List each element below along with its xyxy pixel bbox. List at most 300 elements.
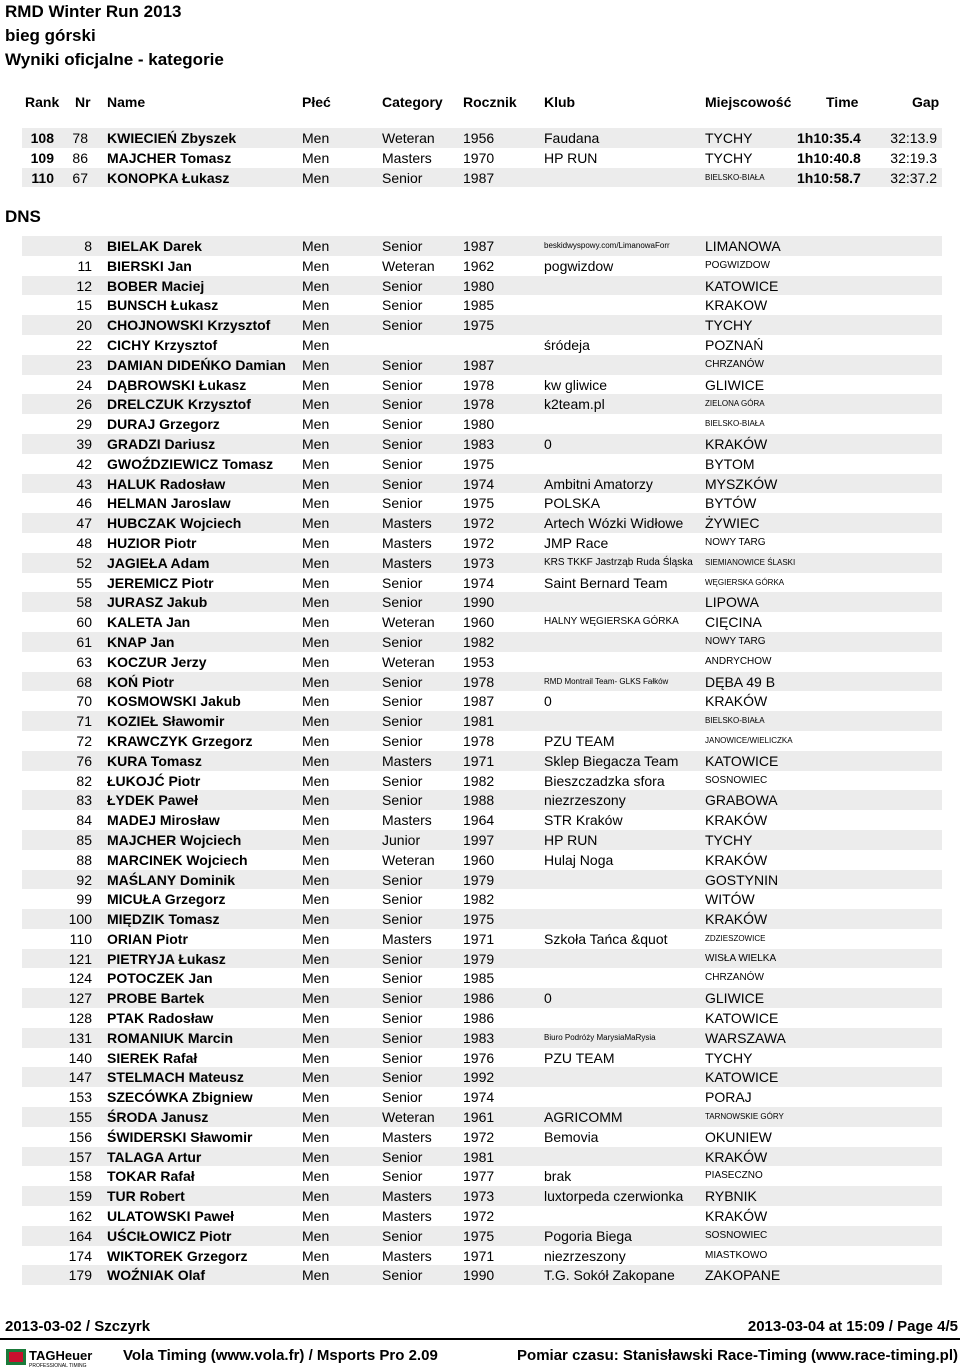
bib-cell: 174 bbox=[68, 1247, 92, 1264]
table-row bbox=[22, 454, 942, 474]
sex-cell: Men bbox=[302, 713, 330, 730]
name-cell: PROBE Bartek bbox=[107, 990, 205, 1007]
name-cell: UŚCIŁOWICZ Piotr bbox=[107, 1227, 232, 1244]
name-cell: KOSMOWSKI Jakub bbox=[107, 693, 241, 710]
footer-credits bbox=[0, 1347, 960, 1369]
city-cell: KATOWICE bbox=[705, 277, 779, 294]
sex-cell: Men bbox=[302, 792, 330, 809]
category-cell: Masters bbox=[382, 930, 432, 947]
sex-cell: Men bbox=[302, 356, 330, 373]
sex-cell: Men bbox=[302, 455, 330, 472]
bib-cell: 164 bbox=[68, 1227, 92, 1244]
club-cell: Saint Bernard Team bbox=[544, 574, 668, 591]
name-cell: KRAWCZYK Grzegorz bbox=[107, 732, 253, 749]
table-row bbox=[22, 315, 942, 335]
sex-cell: Men bbox=[302, 930, 330, 947]
gap-cell: 32:19.3 bbox=[890, 149, 937, 166]
name-cell: KNAP Jan bbox=[107, 633, 175, 650]
city-cell: CHRZANÓW bbox=[705, 972, 764, 984]
bib-cell: 162 bbox=[68, 1208, 92, 1225]
sex-cell: Men bbox=[302, 990, 330, 1007]
category-cell: Weteran bbox=[382, 257, 435, 274]
category-cell: Senior bbox=[382, 238, 423, 254]
sex-cell: Men bbox=[302, 891, 330, 908]
club-cell: Sklep Biegacza Team bbox=[544, 752, 679, 769]
category-cell: Senior bbox=[382, 277, 423, 294]
name-cell: ROMANIUK Marcin bbox=[107, 1029, 234, 1046]
name-cell: KOCZUR Jerzy bbox=[107, 653, 207, 670]
table-row bbox=[22, 909, 942, 929]
sex-cell: Men bbox=[302, 812, 330, 829]
category-cell: Senior bbox=[382, 950, 423, 967]
year-cell: 1974 bbox=[463, 475, 495, 492]
club-cell: Pogoria Biega bbox=[544, 1227, 632, 1244]
table-row bbox=[22, 870, 942, 890]
table-row bbox=[22, 1206, 942, 1226]
bib-cell: 20 bbox=[76, 317, 92, 334]
bib-cell: 39 bbox=[76, 435, 92, 452]
sex-cell: Men bbox=[302, 435, 330, 452]
city-cell: TYCHY bbox=[705, 831, 753, 848]
category-cell: Senior bbox=[382, 772, 423, 789]
bib-cell: 15 bbox=[76, 297, 92, 314]
bib-cell: 78 bbox=[72, 130, 88, 146]
col-category: Category bbox=[382, 94, 443, 110]
table-row bbox=[22, 672, 942, 692]
year-cell: 1985 bbox=[463, 970, 495, 987]
sex-cell: Men bbox=[302, 653, 330, 670]
category-cell: Senior bbox=[382, 297, 423, 314]
city-cell: LIPOWA bbox=[705, 594, 759, 611]
category-cell: Senior bbox=[382, 970, 423, 987]
bib-cell: 26 bbox=[76, 396, 92, 413]
sex-cell: Men bbox=[302, 130, 330, 146]
year-cell: 1987 bbox=[463, 693, 495, 710]
year-cell: 1972 bbox=[463, 1128, 495, 1145]
timing-credit: Pomiar czasu: Stanisławski Race-Timing (www.race-timing.pl) bbox=[517, 1347, 958, 1364]
table-row bbox=[22, 493, 942, 513]
table-row bbox=[22, 790, 942, 810]
bib-cell: 147 bbox=[68, 1069, 92, 1086]
bib-cell: 60 bbox=[76, 614, 92, 631]
sex-cell: Men bbox=[302, 1109, 330, 1126]
bib-cell: 67 bbox=[72, 169, 88, 186]
city-cell: KATOWICE bbox=[705, 1010, 779, 1027]
year-cell: 1976 bbox=[463, 1049, 495, 1066]
year-cell: 1988 bbox=[463, 792, 495, 809]
column-header-row bbox=[0, 94, 960, 114]
name-cell: MAJCHER Tomasz bbox=[107, 149, 232, 166]
table-row bbox=[22, 810, 942, 830]
name-cell: DURAJ Grzegorz bbox=[107, 416, 220, 433]
category-cell: Senior bbox=[382, 416, 423, 433]
sex-cell: Men bbox=[302, 1128, 330, 1145]
sex-cell: Men bbox=[302, 495, 330, 512]
name-cell: MICUŁA Grzegorz bbox=[107, 891, 226, 908]
col-time: Time bbox=[826, 94, 859, 110]
city-cell: CHRZANÓW bbox=[705, 358, 764, 370]
category-cell: Senior bbox=[382, 356, 423, 373]
club-cell: PZU TEAM bbox=[544, 732, 615, 749]
city-cell: TYCHY bbox=[705, 1049, 753, 1066]
name-cell: ŁUKOJĆ Piotr bbox=[107, 772, 201, 789]
bib-cell: 158 bbox=[68, 1168, 92, 1185]
city-cell: TYCHY bbox=[705, 317, 753, 334]
year-cell: 1973 bbox=[463, 554, 495, 571]
category-cell: Senior bbox=[382, 1227, 423, 1244]
name-cell: DAMIAN DIDEŃKO Damian bbox=[107, 356, 286, 373]
name-cell: STELMACH Mateusz bbox=[107, 1069, 244, 1086]
finishers-table bbox=[22, 128, 942, 187]
city-cell: ZIELONA GÓRA bbox=[705, 399, 765, 409]
sex-cell: Men bbox=[302, 238, 330, 254]
event-title: RMD Winter Run 2013 bbox=[5, 2, 182, 21]
name-cell: JAGIEŁA Adam bbox=[107, 554, 210, 571]
year-cell: 1972 bbox=[463, 534, 495, 551]
year-cell: 1992 bbox=[463, 1069, 495, 1086]
city-cell: KRAKÓW bbox=[705, 812, 768, 829]
bib-cell: 46 bbox=[76, 495, 92, 512]
year-cell: 1975 bbox=[463, 1227, 495, 1244]
category-cell: Senior bbox=[382, 1267, 423, 1284]
name-cell: SZECÓWKA Zbigniew bbox=[107, 1089, 253, 1106]
category-cell: Junior bbox=[382, 831, 421, 848]
col-nr: Nr bbox=[75, 94, 91, 110]
year-cell: 1971 bbox=[463, 1247, 495, 1264]
year-cell: 1987 bbox=[463, 169, 495, 186]
name-cell: GRADZI Dariusz bbox=[107, 435, 216, 452]
category-cell: Senior bbox=[382, 990, 423, 1007]
category-cell: Weteran bbox=[382, 851, 435, 868]
footer-date-place: 2013-03-02 / Szczyrk bbox=[5, 1318, 151, 1335]
bib-cell: 100 bbox=[68, 911, 92, 928]
category-cell: Masters bbox=[382, 1128, 432, 1145]
sex-cell: Men bbox=[302, 376, 330, 393]
name-cell: BOBER Maciej bbox=[107, 277, 205, 294]
table-row bbox=[22, 434, 942, 454]
bib-cell: 29 bbox=[76, 416, 92, 433]
sex-cell: Men bbox=[302, 336, 330, 353]
club-cell: RMD Montrail Team- GLKS Fałków bbox=[544, 676, 669, 686]
bib-cell: 47 bbox=[76, 515, 92, 532]
club-cell: pogwizdow bbox=[544, 257, 614, 274]
bib-cell: 86 bbox=[72, 149, 88, 166]
year-cell: 1990 bbox=[463, 594, 495, 611]
sex-cell: Men bbox=[302, 1168, 330, 1185]
name-cell: TALAGA Artur bbox=[107, 1148, 202, 1165]
name-cell: MAJCHER Wojciech bbox=[107, 831, 242, 848]
category-cell: Senior bbox=[382, 673, 423, 690]
sex-cell: Men bbox=[302, 693, 330, 710]
sex-cell: Men bbox=[302, 297, 330, 314]
table-row bbox=[22, 1067, 942, 1087]
year-cell: 1972 bbox=[463, 515, 495, 532]
name-cell: ŁYDEK Paweł bbox=[107, 792, 199, 809]
name-cell: TUR Robert bbox=[107, 1188, 185, 1205]
city-cell: BYTOM bbox=[705, 455, 755, 472]
city-cell: GOSTYNIN bbox=[705, 871, 779, 888]
table-row bbox=[22, 988, 942, 1008]
table-row bbox=[22, 474, 942, 494]
city-cell: KRAKÓW bbox=[705, 435, 768, 452]
year-cell: 1982 bbox=[463, 772, 495, 789]
name-cell: POTOCZEK Jan bbox=[107, 970, 213, 987]
table-row bbox=[22, 1265, 942, 1285]
name-cell: HALUK Radosław bbox=[107, 475, 226, 492]
sex-cell: Men bbox=[302, 1029, 330, 1046]
table-row bbox=[22, 553, 942, 573]
year-cell: 1982 bbox=[463, 891, 495, 908]
city-cell: WISŁA WIELKA bbox=[705, 952, 777, 964]
city-cell: KATOWICE bbox=[705, 752, 779, 769]
sex-cell: Men bbox=[302, 1049, 330, 1066]
city-cell: WARSZAWA bbox=[705, 1029, 786, 1046]
table-row bbox=[22, 1028, 942, 1048]
name-cell: HUBCZAK Wojciech bbox=[107, 515, 242, 532]
city-cell: POGWIZDOW bbox=[705, 259, 770, 271]
club-cell: Szkoła Tańca &quot bbox=[544, 930, 668, 947]
bib-cell: 88 bbox=[76, 851, 92, 868]
category-cell: Senior bbox=[382, 911, 423, 928]
year-cell: 1983 bbox=[463, 1029, 495, 1046]
club-cell: Artech Wózki Widłowe bbox=[544, 515, 684, 532]
sex-cell: Men bbox=[302, 257, 330, 274]
bib-cell: 121 bbox=[68, 950, 92, 967]
name-cell: CICHY Krzysztof bbox=[107, 336, 218, 353]
bib-cell: 12 bbox=[76, 277, 92, 294]
name-cell: GWOŹDZIEWICZ Tomasz bbox=[107, 455, 274, 472]
bib-cell: 156 bbox=[68, 1128, 92, 1145]
city-cell: OKUNIEW bbox=[705, 1128, 772, 1145]
city-cell: WITÓW bbox=[705, 891, 755, 908]
bib-cell: 42 bbox=[76, 455, 92, 472]
bib-cell: 159 bbox=[68, 1188, 92, 1205]
footer-divider bbox=[0, 1338, 960, 1340]
category-cell: Senior bbox=[382, 1010, 423, 1027]
table-row bbox=[22, 1246, 942, 1266]
year-cell: 1978 bbox=[463, 396, 495, 413]
table-row bbox=[22, 533, 942, 553]
club-cell: kw gliwice bbox=[544, 376, 608, 393]
table-row bbox=[22, 295, 942, 315]
category-cell: Senior bbox=[382, 495, 423, 512]
footer-page-info: 2013-03-04 at 15:09 / Page 4/5 bbox=[747, 1318, 958, 1335]
club-cell: Bemovia bbox=[544, 1128, 599, 1145]
club-cell: niezrzeszony bbox=[544, 1247, 626, 1264]
club-cell: KRS TKKF Jastrząb Ruda Śląska bbox=[544, 556, 693, 568]
category-cell: Senior bbox=[382, 574, 423, 591]
rank-cell: 108 bbox=[30, 130, 54, 146]
club-cell: luxtorpeda czerwionka bbox=[544, 1188, 684, 1205]
category-cell: Senior bbox=[382, 475, 423, 492]
category-cell: Masters bbox=[382, 1247, 432, 1264]
city-cell: POZNAŃ bbox=[705, 336, 764, 353]
year-cell: 1971 bbox=[463, 930, 495, 947]
category-cell: Senior bbox=[382, 317, 423, 334]
year-cell: 1975 bbox=[463, 455, 495, 472]
year-cell: 1960 bbox=[463, 614, 495, 631]
club-cell: HP RUN bbox=[544, 831, 598, 848]
table-row bbox=[22, 335, 942, 355]
table-row bbox=[22, 276, 942, 296]
name-cell: BUNSCH Łukasz bbox=[107, 297, 219, 314]
bib-cell: 131 bbox=[68, 1029, 92, 1046]
club-cell: Hulaj Noga bbox=[544, 851, 614, 868]
table-row bbox=[22, 1186, 942, 1206]
year-cell: 1981 bbox=[463, 713, 495, 730]
name-cell: KOZIEŁ Sławomir bbox=[107, 713, 225, 730]
category-cell: Senior bbox=[382, 713, 423, 730]
city-cell: JANOWICE/WIELICZKA bbox=[705, 735, 793, 745]
category-cell: Senior bbox=[382, 1148, 423, 1165]
dns-table bbox=[22, 236, 942, 1285]
sex-cell: Men bbox=[302, 515, 330, 532]
bib-cell: 84 bbox=[76, 812, 92, 829]
sex-cell: Men bbox=[302, 911, 330, 928]
name-cell: KALETA Jan bbox=[107, 614, 191, 631]
club-cell: Bieszczadzka sfora bbox=[544, 772, 665, 789]
col-rank: Rank bbox=[25, 94, 60, 110]
table-row bbox=[22, 632, 942, 652]
name-cell: JURASZ Jakub bbox=[107, 594, 208, 611]
sex-cell: Men bbox=[302, 475, 330, 492]
name-cell: BIELAK Darek bbox=[107, 238, 202, 254]
bib-cell: 63 bbox=[76, 653, 92, 670]
bib-cell: 8 bbox=[84, 238, 92, 254]
col-year: Rocznik bbox=[463, 94, 517, 110]
category-cell: Weteran bbox=[382, 1109, 435, 1126]
year-cell: 1980 bbox=[463, 277, 495, 294]
club-cell: Faudana bbox=[544, 130, 600, 146]
sex-cell: Men bbox=[302, 396, 330, 413]
club-cell: śródeja bbox=[544, 336, 590, 353]
year-cell: 1953 bbox=[463, 653, 495, 670]
category-cell: Senior bbox=[382, 1069, 423, 1086]
year-cell: 1978 bbox=[463, 673, 495, 690]
sex-cell: Men bbox=[302, 277, 330, 294]
logo-text: TAGHeuer bbox=[29, 1348, 93, 1363]
sex-cell: Men bbox=[302, 673, 330, 690]
sex-cell: Men bbox=[302, 1010, 330, 1027]
rank-cell: 109 bbox=[30, 149, 54, 166]
bib-cell: 68 bbox=[76, 673, 92, 690]
sex-cell: Men bbox=[302, 554, 330, 571]
sex-cell: Men bbox=[302, 1188, 330, 1205]
club-cell: HALNY WĘGIERSKA GÓRKA bbox=[544, 616, 679, 628]
club-cell: 0 bbox=[544, 990, 552, 1007]
name-cell: CHOJNOWSKI Krzysztof bbox=[107, 317, 271, 334]
logo-subtext: PROFESSIONAL TIMING bbox=[29, 1363, 87, 1368]
sex-cell: Men bbox=[302, 534, 330, 551]
dns-heading: DNS bbox=[5, 207, 41, 226]
bib-cell: 83 bbox=[76, 792, 92, 809]
bib-cell: 76 bbox=[76, 752, 92, 769]
col-name: Name bbox=[107, 94, 146, 110]
name-cell: DĄBROWSKI Łukasz bbox=[107, 376, 247, 393]
category-cell: Senior bbox=[382, 792, 423, 809]
year-cell: 1982 bbox=[463, 633, 495, 650]
category-cell: Masters bbox=[382, 554, 432, 571]
software-credit: Vola Timing (www.vola.fr) / Msports Pro 2.09 bbox=[123, 1347, 438, 1364]
bib-cell: 23 bbox=[76, 356, 92, 373]
table-row bbox=[22, 1048, 942, 1068]
city-cell: KRAKÓW bbox=[705, 851, 768, 868]
name-cell: KWIECIEŃ Zbyszek bbox=[107, 130, 237, 146]
bib-cell: 48 bbox=[76, 534, 92, 551]
sex-cell: Men bbox=[302, 574, 330, 591]
city-cell: CIĘCINA bbox=[705, 614, 762, 631]
year-cell: 1983 bbox=[463, 435, 495, 452]
table-row bbox=[22, 949, 942, 969]
category-cell: Senior bbox=[382, 1029, 423, 1046]
name-cell: WIKTOREK Grzegorz bbox=[107, 1247, 248, 1264]
name-cell: PIETRYJA Łukasz bbox=[107, 950, 226, 967]
year-cell: 1985 bbox=[463, 297, 495, 314]
sex-cell: Men bbox=[302, 752, 330, 769]
table-row bbox=[22, 612, 942, 632]
city-cell: SOSNOWIEC bbox=[705, 774, 768, 786]
results-title: Wyniki oficjalne - kategorie bbox=[5, 50, 224, 69]
table-row bbox=[22, 652, 942, 672]
name-cell: HELMAN Jaroslaw bbox=[107, 495, 231, 512]
sex-cell: Men bbox=[302, 1247, 330, 1264]
year-cell: 1979 bbox=[463, 950, 495, 967]
category-cell: Senior bbox=[382, 732, 423, 749]
category-cell: Senior bbox=[382, 169, 423, 186]
table-row bbox=[22, 1127, 942, 1147]
city-cell: BIELSKO-BIAŁA bbox=[705, 716, 765, 726]
city-cell: PORAJ bbox=[705, 1089, 752, 1106]
bib-cell: 140 bbox=[68, 1049, 92, 1066]
city-cell: ŻYWIEC bbox=[705, 515, 760, 532]
table-row bbox=[22, 691, 942, 711]
year-cell: 1978 bbox=[463, 732, 495, 749]
table-row bbox=[22, 513, 942, 533]
rank-cell: 110 bbox=[31, 169, 54, 186]
table-row bbox=[22, 1166, 942, 1186]
year-cell: 1986 bbox=[463, 1010, 495, 1027]
sex-cell: Men bbox=[302, 1069, 330, 1086]
bib-cell: 24 bbox=[76, 376, 92, 393]
category-cell: Masters bbox=[382, 149, 432, 166]
club-cell: PZU TEAM bbox=[544, 1049, 615, 1066]
club-cell: STR Kraków bbox=[544, 812, 623, 829]
year-cell: 1975 bbox=[463, 495, 495, 512]
category-cell: Senior bbox=[382, 455, 423, 472]
category-cell: Senior bbox=[382, 396, 423, 413]
sex-cell: Men bbox=[302, 614, 330, 631]
col-sex: Płeć bbox=[302, 94, 331, 110]
sex-cell: Men bbox=[302, 416, 330, 433]
city-cell: KATOWICE bbox=[705, 1069, 779, 1086]
year-cell: 1978 bbox=[463, 376, 495, 393]
name-cell: SIEREK Rafał bbox=[107, 1049, 198, 1066]
sex-cell: Men bbox=[302, 871, 330, 888]
table-row bbox=[22, 168, 942, 188]
category-cell: Senior bbox=[382, 594, 423, 611]
category-cell: Masters bbox=[382, 1188, 432, 1205]
category-cell: Senior bbox=[382, 871, 423, 888]
page-titles bbox=[5, 0, 224, 72]
sex-cell: Men bbox=[302, 317, 330, 334]
year-cell: 1997 bbox=[463, 831, 495, 848]
club-cell: 0 bbox=[544, 693, 552, 710]
city-cell: NOWY TARG bbox=[705, 536, 766, 548]
city-cell: WĘGIERSKA GÓRKA bbox=[705, 577, 785, 587]
name-cell: ŚRODA Janusz bbox=[107, 1109, 209, 1126]
table-row bbox=[22, 236, 942, 256]
club-cell: Ambitni Amatorzy bbox=[544, 475, 653, 492]
